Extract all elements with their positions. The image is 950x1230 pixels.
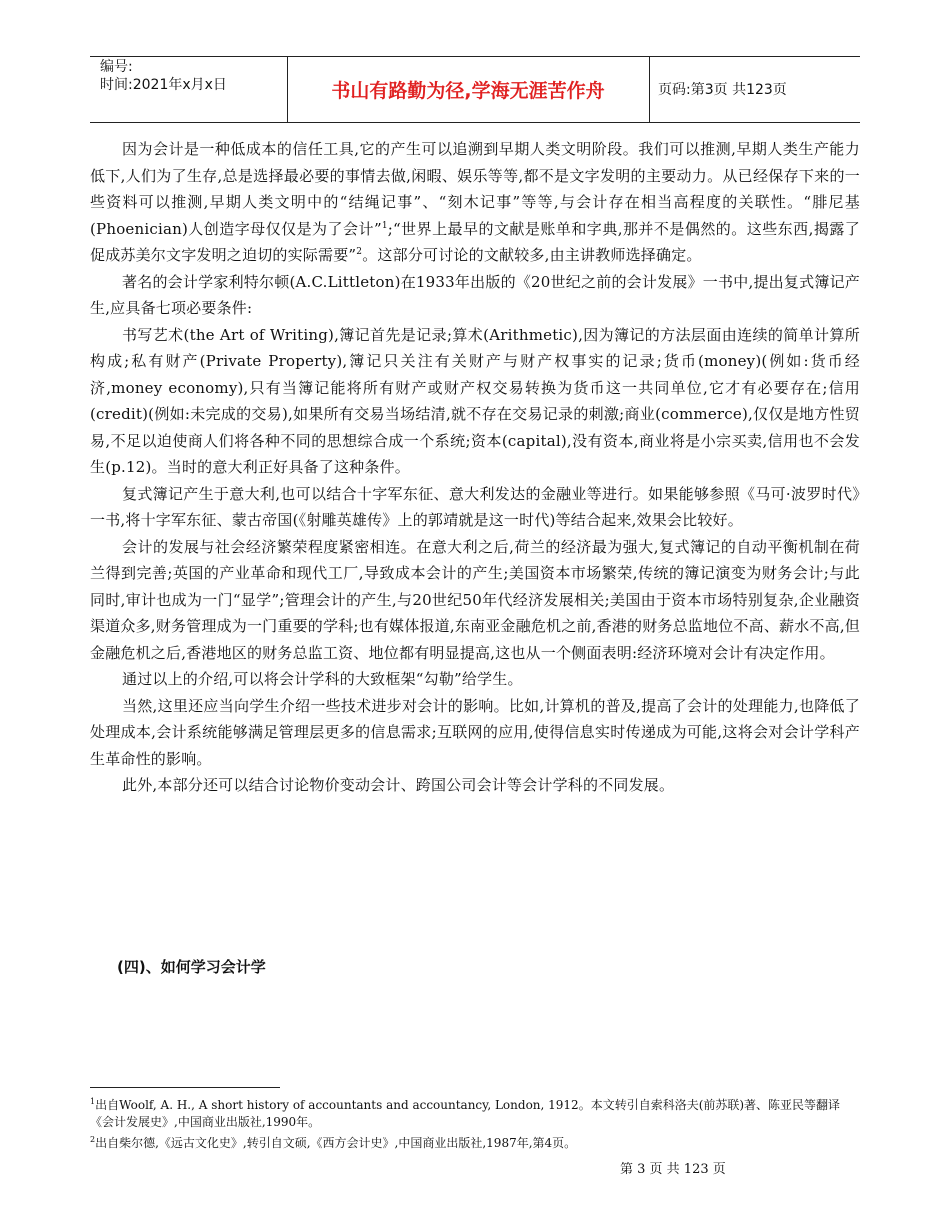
paragraph: 书写艺术(the Art of Writing),簿记首先是记录;算术(Arithmetic),因为簿记的方法层面由连续的简单计算所构成;私有财产(Private Property),簿记只关注有关财产与财产权事实的记录;货币(money)(例如:货币经济,money economy),只有当簿记能将所有财产或财产权交易转换为货币这一共同单位,它才有必要存在;信用(credit)(例如:未完成的交易),如果所有交易当场结清,就不存在交易记录的刺激;商业(commerce),仅仅是地方性贸易,不足以迫使商人们将各种不同的思想综合成一个系统;资本(capital),没有资本,商业将是小宗买卖,信用也不会发生(p.12)。当时的意大利正好具备了这种条件。	[90, 325, 860, 476]
paragraph	[90, 136, 860, 269]
footnote-ref: 1	[381, 220, 388, 231]
section-heading: (四)、如何学习会计学	[117, 958, 266, 976]
paragraph: 当然,这里还应当向学生介绍一些技术进步对会计的影响。比如,计算机的普及,提高了会计的处理能力,也降低了处理成本,会计系统能够满足管理层更多的信息需求;互联网的应用,使得信息实时传递成为可能,这将会对会计学科产生革命性的影响。	[90, 696, 860, 768]
footnotes	[90, 1093, 860, 1152]
paragraph: 著名的会计学家利特尔顿(A.C.Littleton)在1933年出版的《20世纪之前的会计发展》一书中,提出复式簿记产生,应具备七项必要条件:	[90, 272, 860, 317]
footnote-number: 1	[90, 1097, 96, 1106]
header-meta	[100, 58, 227, 94]
paragraph: 此外,本部分还可以结合讨论物价变动会计、跨国公司会计等会计学科的不同发展。	[122, 776, 675, 794]
page-footer: 第 3 页 共 123 页	[620, 1162, 726, 1177]
footnote-text: 出自柴尔德,《远古文化史》,转引自文硕,《西方会计史》,中国商业出版社,1987年,第4页。	[95, 1136, 577, 1150]
footnote-separator	[90, 1087, 280, 1088]
footnote	[90, 1131, 860, 1152]
header-bottom-rule	[90, 122, 860, 123]
paragraph: 复式簿记产生于意大利,也可以结合十字军东征、意大利发达的金融业等进行。如果能够参照《马可·波罗时代》一书,将十字军东征、蒙古帝国(《射雕英雄传》上的郭靖就是这一时代)等结合起来,效果会比较好。	[90, 484, 860, 529]
document-number-label: 编号:	[100, 59, 133, 75]
footnote-ref: 2	[356, 247, 363, 257]
header-motto: 书山有路勤为径,学海无涯苦作舟	[331, 79, 605, 102]
document-date-label: 时间:2021年x月x日	[100, 77, 227, 93]
paragraph: 通过以上的介绍,可以将会计学科的大致框架“勾勒”给学生。	[122, 670, 523, 688]
paragraph-text: 。这部分可讨论的文献较多,由主讲教师选择确定。	[362, 246, 702, 264]
paragraph-text: 因为会计是一种低成本的信任工具,它的产生可以追溯到早期人类文明阶段。我们可以推测,早期人类生产能力低下,人们为了生存,总是选择最必要的事情去做,闲暇、娱乐等等,都不是文字发明的主要动力。从已经保存下来的一些资料可以推测,早期人类文明中的“结绳记事”、“刻木记事”等等,与会计存在相当高程度的关联性。“腓尼基(Phoenician)人创造字母仅仅是为了会计”	[90, 140, 860, 238]
header-divider-right	[649, 56, 650, 122]
header-page-label: 页码:第3页 共123页	[658, 82, 787, 98]
footnote-number: 2	[90, 1135, 96, 1144]
paragraph: 会计的发展与社会经济繁荣程度紧密相连。在意大利之后,荷兰的经济最为强大,复式簿记的自动平衡机制在荷兰得到完善;英国的产业革命和现代工厂,导致成本会计的产生;美国资本市场繁荣,传统的簿记演变为财务会计;与此同时,审计也成为一门“显学”;管理会计的产生,与20世纪50年代经济发展相关;美国由于资本市场特别复杂,企业融资渠道众多,财务管理成为一门重要的学科;也有媒体报道,东南亚金融危机之前,香港的财务总监地位不高、薪水不高,但金融危机之后,香港地区的财务总监工资、地位都有明显提高,这也从一个侧面表明:经济环境对会计有决定作用。	[90, 537, 860, 662]
footnote	[90, 1093, 860, 1131]
paragraph-text: ;“世界上最早的文献是账单和字典,那并不是偶然的。这些东西,揭露了促成苏美尔文字发明之迫切的实际需要”	[90, 219, 860, 264]
footnote-text: 出自Woolf, A. H., A short history of accountants and accountancy, London, 1912。本文转引自索科洛夫(前苏联)著、陈亚民等翻译《会计发展史》,中国商业出版社,1990年。	[90, 1098, 841, 1129]
document-body	[90, 136, 860, 799]
